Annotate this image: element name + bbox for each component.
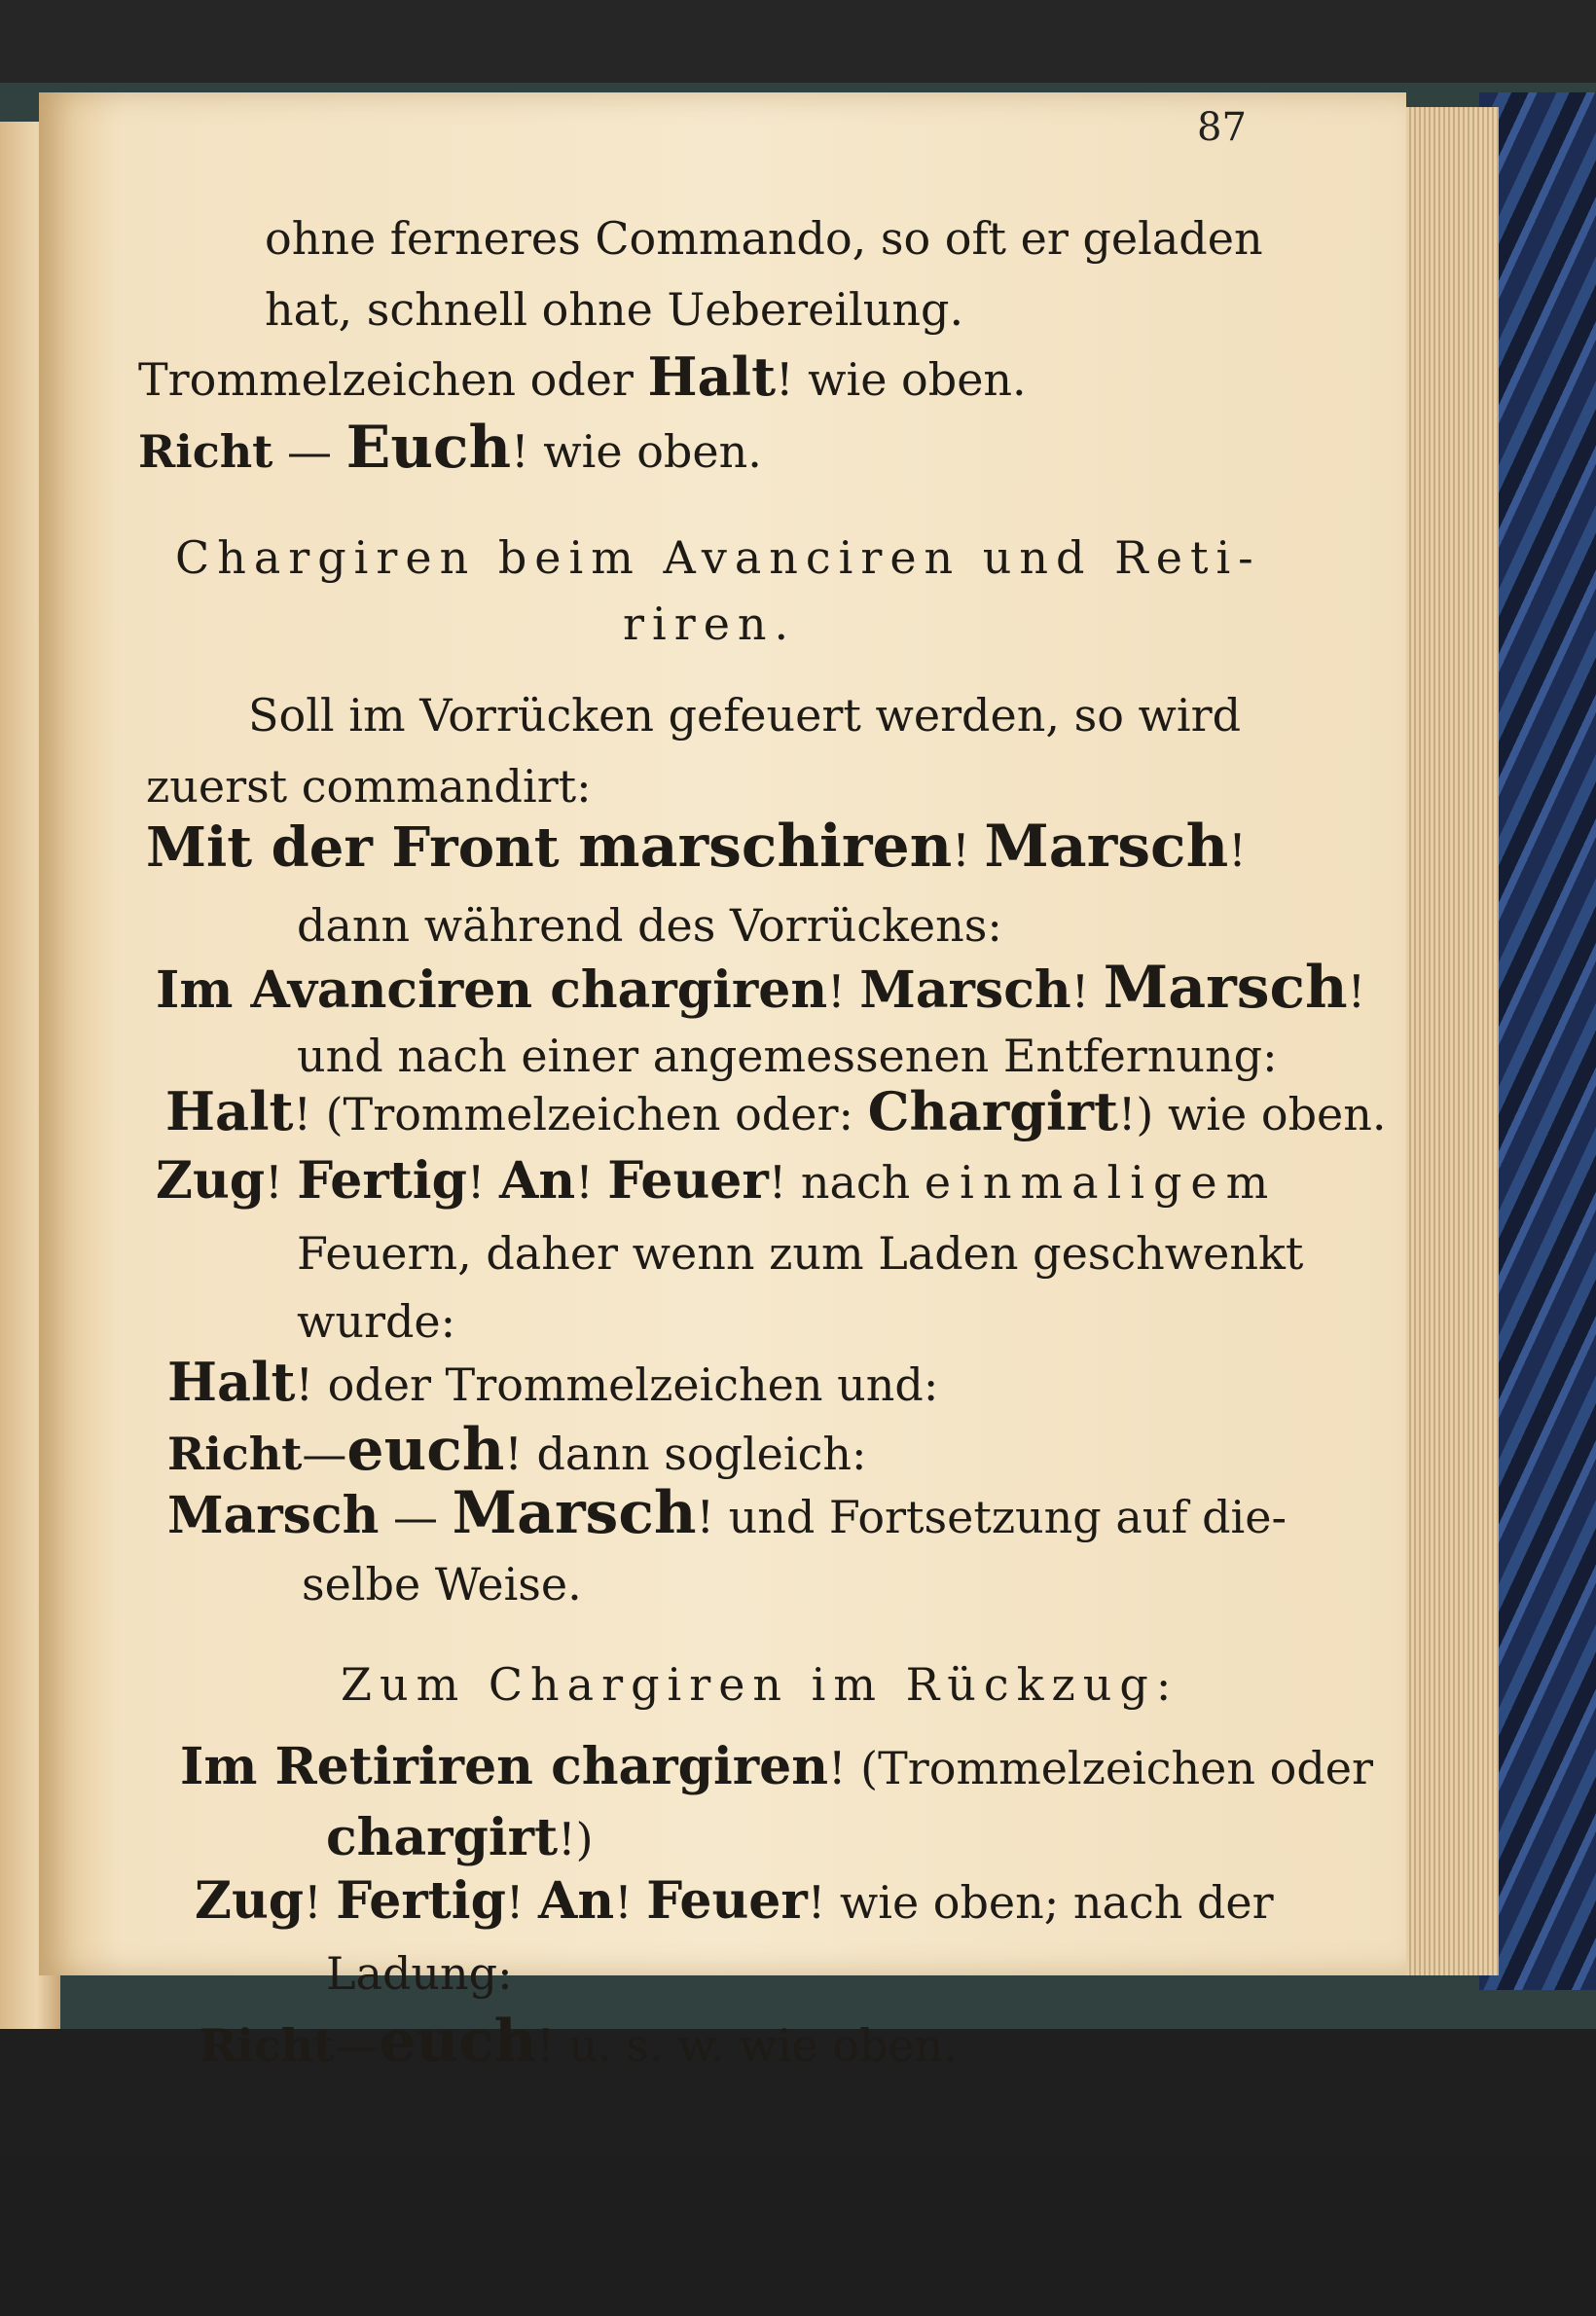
command-word: Marsch <box>452 1479 697 1547</box>
text-line: Soll im Vorrücken gefeuert werden, so wird <box>248 689 1242 742</box>
command-word: euch <box>379 2008 537 2076</box>
command-word: Euch <box>345 414 512 482</box>
text-run: ! <box>505 1876 539 1929</box>
text-line <box>167 1351 939 1413</box>
command-word: Marsch <box>167 1486 380 1545</box>
text-line <box>138 345 1027 408</box>
text-line: hat, schnell ohne Uebereilung. <box>265 283 964 336</box>
spaced-word: einmaligem <box>924 1156 1278 1209</box>
text-run: ! (Trommelzeichen oder <box>828 1742 1374 1794</box>
section-heading: Zum Chargiren im Rückzug: <box>341 1658 1179 1711</box>
command-word: marschiren <box>578 813 953 881</box>
command-word: Marsch <box>859 960 1071 1020</box>
text-run: ! wie oben; nach der <box>807 1876 1274 1929</box>
text-line <box>165 1080 1387 1142</box>
command-word: Richt <box>167 1428 303 1480</box>
text-line: selbe Weise. <box>302 1558 582 1610</box>
text-run: ! <box>1347 965 1366 1018</box>
command-word: Halt <box>165 1080 294 1142</box>
page-number: 87 <box>1197 105 1247 150</box>
command-word: Mit der Front <box>146 815 579 880</box>
command-word: Im Retiriren chargiren <box>180 1737 829 1796</box>
text-run: ! <box>614 1876 647 1929</box>
command-word: Marsch <box>984 813 1229 881</box>
text-run: — <box>334 2019 380 2072</box>
text-line <box>180 1737 1374 1796</box>
text-line <box>167 1479 1287 1547</box>
text-run: ! und Fortsetzung auf die- <box>696 1491 1287 1543</box>
text-line: dann während des Vorrückens: <box>297 899 1002 952</box>
text-run: ! (Trommelzeichen oder: <box>293 1088 868 1140</box>
command-word: Feuer <box>646 1871 808 1931</box>
command-word: Zug <box>156 1151 266 1211</box>
command-word: Chargirt <box>867 1080 1118 1142</box>
text-run: — <box>379 1491 453 1543</box>
text-run: — <box>272 425 346 478</box>
command-word: Richt <box>138 425 273 478</box>
text-run: ! <box>304 1876 337 1929</box>
command-word: Fertig <box>297 1151 467 1211</box>
text-run: !) <box>558 1813 594 1865</box>
text-run: ! <box>466 1156 500 1209</box>
command-word: Richt <box>200 2019 335 2072</box>
text-line: zuerst commandirt: <box>146 760 592 813</box>
text-run: Trommelzeichen oder <box>138 353 648 406</box>
text-run: ! nach <box>768 1156 925 1209</box>
text-line <box>156 1151 1278 1211</box>
command-word: Feuer <box>607 1151 769 1211</box>
text-run: ! u. s. w. wie oben. <box>536 2019 958 2072</box>
text-run: ! <box>1070 965 1104 1018</box>
command-word: An <box>538 1871 615 1931</box>
text-line <box>146 813 1247 881</box>
command-word: An <box>499 1151 576 1211</box>
section-heading: Chargiren beim Avanciren und Reti- <box>175 531 1261 584</box>
text-run: !) wie oben. <box>1117 1088 1387 1140</box>
command-word: Halt <box>167 1351 296 1413</box>
text-run: ! <box>1228 824 1247 877</box>
text-line: Feuern, daher wenn zum Laden geschwenkt <box>297 1227 1304 1280</box>
text-line: und nach einer angemessenen Entfernung: <box>297 1030 1278 1082</box>
text-line <box>156 954 1366 1022</box>
text-run: ! wie oben. <box>511 425 762 478</box>
text-run: ! <box>952 824 985 877</box>
text-line: wurde: <box>297 1295 456 1348</box>
text-line <box>195 1871 1274 1931</box>
text-run: ! <box>265 1156 298 1209</box>
page-edges <box>1401 107 1499 1975</box>
text-run: ! <box>575 1156 608 1209</box>
text-line <box>326 1808 594 1867</box>
command-word: Marsch <box>1103 954 1348 1022</box>
command-word: Im Avanciren chargiren <box>156 960 828 1020</box>
text-run: ! oder Trommelzeichen und: <box>295 1358 939 1411</box>
text-run: — <box>302 1428 347 1480</box>
text-line <box>138 414 762 482</box>
command-word: euch <box>346 1416 505 1484</box>
text-line <box>200 2008 958 2076</box>
command-word: Halt <box>647 345 777 408</box>
text-run: ! <box>827 965 860 1018</box>
command-word: Zug <box>195 1871 305 1931</box>
section-heading: riren. <box>623 597 797 650</box>
text-line <box>167 1416 867 1484</box>
text-run: ! wie oben. <box>776 353 1027 406</box>
command-word: chargirt <box>326 1808 559 1867</box>
command-word: Fertig <box>336 1871 506 1931</box>
text-line: ohne ferneres Commando, so oft er geladen <box>265 212 1263 265</box>
text-line: Ladung: <box>326 1947 513 2000</box>
text-run: ! dann sogleich: <box>504 1428 867 1480</box>
